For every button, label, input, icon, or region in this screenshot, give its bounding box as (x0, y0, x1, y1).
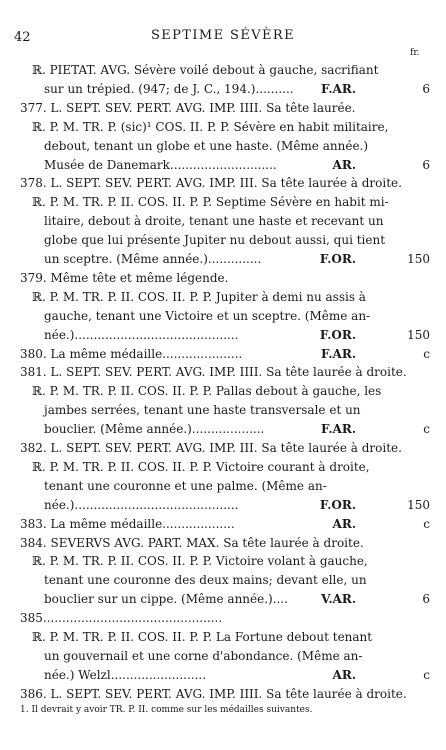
line-text: 379. Même tête et même légende. (20, 270, 229, 285)
catalog-line (0, 627, 446, 647)
catalog-line (0, 136, 446, 156)
catalog-line (0, 495, 446, 515)
price-value: 150 (407, 497, 430, 512)
price-value: c (423, 516, 430, 531)
catalog-line (0, 287, 446, 307)
catalog-line (0, 230, 446, 250)
catalog-line (0, 268, 446, 288)
column-label: fr. (410, 48, 420, 58)
price-value: 150 (407, 252, 430, 266)
line-text: née.)........................................... (44, 497, 239, 512)
catalog-line (0, 476, 446, 496)
metal-mark: F.AR. (321, 81, 356, 96)
metal-mark: F.AR. (321, 422, 356, 437)
line-text: tenant une couronne et une palme. (Même an- (44, 478, 327, 493)
line-text: née.) Welzl......................... (44, 667, 207, 682)
metal-mark: AR. (332, 157, 356, 172)
line-text: ℝ. P. M. TR. P. II. COS. II. P. P. Pallas debout à gauche, les (32, 384, 382, 399)
price-value: 6 (422, 592, 430, 607)
catalog-line (0, 155, 446, 175)
catalog-line (0, 665, 446, 685)
catalog-line (0, 570, 446, 590)
price-value: 6 (422, 157, 430, 172)
metal-mark: V.AR. (321, 592, 356, 607)
line-text: jambes serrées, tenant une haste transversale et un (44, 403, 361, 418)
catalog-line (0, 117, 446, 137)
catalog-line (0, 457, 446, 477)
line-text: ℝ. P. M. TR. P. II. COS. II. P. P. La Fortune debout tenant (32, 630, 373, 644)
line-text: ℝ. P. M. TR. P. II. COS. II. P. P. Septime Sévère en habit mi- (32, 195, 389, 210)
catalog-line (0, 192, 446, 212)
page-title: SEPTIME SÉVÈRE (150, 28, 296, 43)
catalog-line (0, 533, 446, 553)
line-text: ℝ. PIETAT. AVG. Sévère voilé debout à gauche, sacrifiant (32, 63, 379, 77)
price-value: c (423, 346, 430, 361)
line-text: gauche, tenant une Victoire et un sceptre. (Même an- (44, 308, 371, 323)
catalog-line (0, 249, 446, 269)
line-text: bouclier. (Même année.)................... (44, 422, 265, 437)
catalog-line (0, 211, 446, 231)
catalog-line (0, 551, 446, 571)
line-text: ℝ. P. M. TR. P. II. COS. II. P. P. Jupiter à demi nu assis à (32, 289, 366, 304)
line-text: sur un trépied. (947; de J. C., 194.).......... (44, 81, 294, 96)
line-text: 378. L. SEPT. SEV. PERT. AVG. IMP. III. Sa tête laurée à droite. (20, 176, 402, 191)
line-text: 381. L. SEPT. SEV. PERT. AVG. IMP. IIII. Sa tête laurée à droite. (20, 365, 407, 380)
line-text: 385............................................... (20, 611, 223, 626)
catalog-line (0, 344, 446, 364)
catalog-line (0, 400, 446, 420)
catalog-line (0, 362, 446, 382)
catalog-line (0, 684, 446, 704)
line-text: Musée de Danemark............................ (44, 157, 277, 172)
line-text: ℝ. P. M. TR. P. II. COS. II. P. P. Victoire volant à gauche, (32, 554, 368, 569)
catalog-line (0, 381, 446, 401)
line-text: tenant une couronne des deux mains; devant elle, un (44, 573, 367, 588)
line-text: debout, tenant un globe et une haste. (Même année.) (44, 138, 369, 153)
line-text: 380. La même médaille..................... (20, 346, 243, 361)
footnote: 1. Il devrait y avoir TR. P. II. comme sur les médailles suivantes. (20, 705, 313, 715)
metal-mark: F.OR. (319, 497, 356, 512)
line-text: un sceptre. (Même année.).............. (44, 252, 262, 266)
catalog-line (0, 589, 446, 609)
catalog-line (0, 306, 446, 326)
line-text: ℝ. P. M. TR. P. II. COS. II. P. P. Victoire courant à droite, (32, 459, 370, 474)
price-value: 6 (422, 81, 430, 96)
catalog-line (0, 60, 446, 80)
line-text: litaire, debout à droite, tenant une haste et recevant un (44, 214, 384, 229)
line-text: 382. L. SEPT. SEV. PERT. AVG. IMP. III. Sa tête laurée à droite. (20, 441, 402, 455)
catalog-line (0, 325, 446, 345)
catalog-line (0, 514, 446, 534)
catalog-line (0, 173, 446, 193)
catalog-line (0, 98, 446, 118)
line-text: 386. L. SEPT. SEV. PERT. AVG. IMP. IIII. Sa tête laurée à droite. (20, 686, 407, 701)
price-value: c (423, 667, 430, 682)
catalog-line (0, 646, 446, 666)
metal-mark: F.OR. (319, 252, 356, 266)
line-text: un gouvernail et une corne d'abondance. (Même an- (44, 648, 363, 663)
line-text: bouclier sur un cippe. (Même année.).... (44, 592, 288, 607)
line-text: ℝ. P. M. TR. P. (sic)¹ COS. II. P. P. Sévère en habit militaire, (32, 119, 389, 134)
line-text: 383. La même médaille................... (20, 516, 235, 531)
metal-mark: F.AR. (321, 346, 356, 361)
catalog-line (0, 79, 446, 99)
line-text: née.)........................................... (44, 327, 239, 342)
catalog-line (0, 419, 446, 439)
catalog-line (0, 438, 446, 458)
metal-mark: F.OR. (319, 327, 356, 342)
price-value: c (423, 422, 430, 437)
price-value: 150 (407, 327, 430, 342)
line-text: globe que lui présente Jupiter nu debout aussi, qui tient (44, 233, 386, 248)
metal-mark: AR. (332, 667, 356, 682)
line-text: 384. SEVERVS AVG. PART. MAX. Sa tête laurée à droite. (20, 535, 364, 550)
catalog-line (0, 608, 446, 628)
metal-mark: AR. (332, 516, 356, 531)
page-number: 42 (14, 30, 31, 45)
line-text: 377. L. SEPT. SEV. PERT. AVG. IMP. IIII. Sa tête laurée. (20, 100, 356, 115)
